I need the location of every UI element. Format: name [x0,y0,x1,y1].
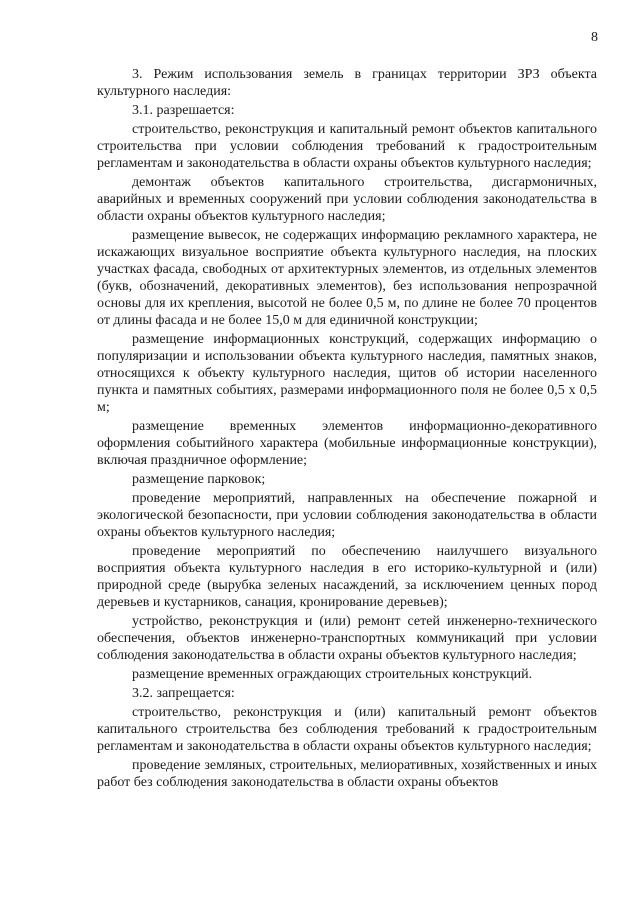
paragraph: размещение временных ограждающих строительных конструкций. [132,667,533,682]
paragraph: проведение земляных, строительных, мелиоративных, хозяйственных и иных работ без соблюдения законодательства в области охраны объектов [97,758,597,790]
paragraph: строительство, реконструкция и капитальный ремонт объектов капитального строительства при условии соблюдения требований к градостроительным регламентам и законодательства в области охраны объектов культурного наследия; [97,122,597,171]
paragraph-3-1-heading: 3.1. разрешается: [132,103,235,118]
paragraph: размещение парковок; [132,472,266,487]
page-number: 8 [591,30,598,45]
document-body [97,66,597,793]
paragraph-3-2-heading: 3.2. запрещается: [132,686,235,701]
paragraph: устройство, реконструкция и (или) ремонт сетей инженерно-технического обеспечения, объектов инженерно-транспортных коммуникаций при условии соблюдения законодательства в области охраны объектов культурного наследия; [97,614,597,663]
paragraph: строительство, реконструкция и (или) капитальный ремонт объектов капитального строительства без соблюдения требований к градостроительным регламентам и законодательства в области охраны объектов культурного наследия; [97,705,597,754]
paragraph-section-3-heading: 3. Режим использования земель в границах территории ЗРЗ объекта культурного наследия: [97,67,597,99]
paragraph: проведение мероприятий, направленных на обеспечение пожарной и экологической безопасности, при условии соблюдения законодательства в области охраны объектов культурного наследия; [97,491,597,540]
paragraph: размещение временных элементов информационно-декоративного оформления событийного характера (мобильные информационные конструкции), включая праздничное оформление; [97,419,597,468]
paragraph: размещение информационных конструкций, содержащих информацию о популяризации и использовании объекта культурного наследия, памятных знаков, относящихся к объекту культурного наследия, щитов об истории населенного пункта и памятных событиях, размерами информационного поля не более 0,5 х 0,5 м; [97,332,597,415]
paragraph: размещение вывесок, не содержащих информацию рекламного характера, не искажающих визуальное восприятие объекта культурного наследия, на плоских участках фасада, свободных от архитектурных элементов, из отдельных элементов (букв, обозначений, декоративных элементов), без использования непрозрачной основы для их крепления, высотой не более 0,5 м, по длине не более 70 процентов от длины фасада и не более 15,0 м для единичной конструкции; [97,228,597,328]
paragraph: демонтаж объектов капитального строительства, дисгармоничных, аварийных и временных сооружений при условии соблюдения законодательства в области охраны объектов культурного наследия; [97,175,597,224]
paragraph: проведение мероприятий по обеспечению наилучшего визуального восприятия объекта культурного наследия в его историко-культурной и (или) природной среде (вырубка зеленых насаждений, за исключением ценных пород деревьев и кустарников, санация, кронирование деревьев); [97,544,597,610]
